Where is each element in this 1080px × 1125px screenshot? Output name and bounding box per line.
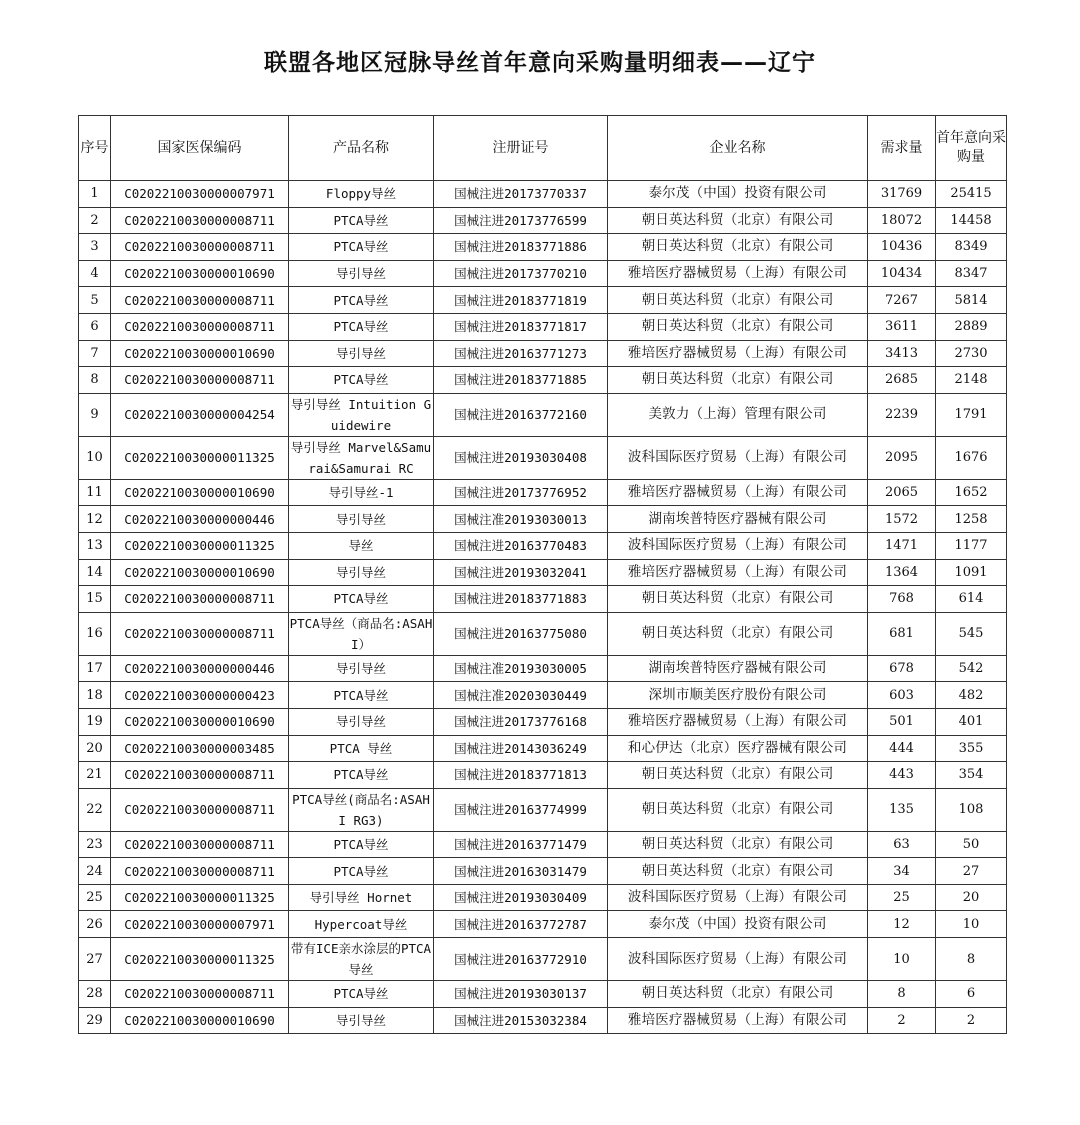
cell-product: PTCA导丝: [289, 367, 434, 394]
cell-first-year: 1791: [936, 393, 1007, 436]
cell-code: C0202210030000010690: [111, 340, 289, 367]
cell-reg-no: 国械注进20173776168: [434, 708, 608, 735]
cell-seq: 8: [79, 367, 111, 394]
cell-demand: 444: [868, 735, 936, 762]
cell-first-year: 27: [936, 858, 1007, 885]
cell-product: 导引导丝: [289, 559, 434, 586]
cell-product: 导引导丝-1: [289, 479, 434, 506]
cell-seq: 16: [79, 612, 111, 655]
header-company: 企业名称: [608, 116, 868, 181]
cell-seq: 23: [79, 831, 111, 858]
procurement-table: [78, 115, 1007, 1034]
table-row: [79, 1007, 1007, 1034]
cell-product: Hypercoat导丝: [289, 911, 434, 938]
cell-seq: 9: [79, 393, 111, 436]
cell-code: C0202210030000008711: [111, 858, 289, 885]
cell-seq: 22: [79, 788, 111, 831]
table-row: [79, 708, 1007, 735]
cell-demand: 2095: [868, 436, 936, 479]
cell-code: C0202210030000008711: [111, 287, 289, 314]
cell-seq: 12: [79, 506, 111, 533]
table-row: [79, 884, 1007, 911]
cell-reg-no: 国械注准20193030005: [434, 655, 608, 682]
cell-product: 导引导丝: [289, 708, 434, 735]
cell-code: C0202210030000004254: [111, 393, 289, 436]
cell-first-year: 108: [936, 788, 1007, 831]
cell-first-year: 8349: [936, 234, 1007, 261]
table-row: [79, 559, 1007, 586]
cell-first-year: 1177: [936, 532, 1007, 559]
table-row: [79, 762, 1007, 789]
cell-seq: 6: [79, 313, 111, 340]
cell-company: 朝日英达科贸（北京）有限公司: [608, 858, 868, 885]
cell-first-year: 614: [936, 586, 1007, 613]
cell-product: 导引导丝: [289, 260, 434, 287]
cell-code: C0202210030000008711: [111, 207, 289, 234]
cell-seq: 13: [79, 532, 111, 559]
header-seq: 序号: [79, 116, 111, 181]
header-reg-no: 注册证号: [434, 116, 608, 181]
cell-demand: 768: [868, 586, 936, 613]
cell-product: PTCA导丝: [289, 858, 434, 885]
cell-company: 湖南埃普特医疗器械有限公司: [608, 506, 868, 533]
cell-company: 波科国际医疗贸易（上海）有限公司: [608, 884, 868, 911]
cell-demand: 1471: [868, 532, 936, 559]
cell-company: 和心伊达（北京）医疗器械有限公司: [608, 735, 868, 762]
cell-code: C0202210030000007971: [111, 911, 289, 938]
cell-reg-no: 国械注进20173770337: [434, 181, 608, 208]
cell-demand: 10434: [868, 260, 936, 287]
table-row: [79, 735, 1007, 762]
cell-reg-no: 国械注进20163772910: [434, 938, 608, 981]
cell-demand: 501: [868, 708, 936, 735]
cell-reg-no: 国械注进20183771813: [434, 762, 608, 789]
cell-demand: 1364: [868, 559, 936, 586]
cell-demand: 3413: [868, 340, 936, 367]
cell-company: 朝日英达科贸（北京）有限公司: [608, 981, 868, 1008]
cell-first-year: 1652: [936, 479, 1007, 506]
cell-demand: 678: [868, 655, 936, 682]
cell-reg-no: 国械注进20183771883: [434, 586, 608, 613]
cell-seq: 29: [79, 1007, 111, 1034]
cell-demand: 31769: [868, 181, 936, 208]
cell-company: 雅培医疗器械贸易（上海）有限公司: [608, 559, 868, 586]
cell-reg-no: 国械注进20193030137: [434, 981, 608, 1008]
cell-code: C0202210030000000446: [111, 655, 289, 682]
cell-demand: 1572: [868, 506, 936, 533]
header-first-year: 首年意向采购量: [936, 116, 1007, 181]
cell-company: 朝日英达科贸（北京）有限公司: [608, 586, 868, 613]
cell-product: PTCA导丝: [289, 682, 434, 709]
cell-code: C0202210030000008711: [111, 788, 289, 831]
cell-company: 朝日英达科贸（北京）有限公司: [608, 788, 868, 831]
table-row: [79, 506, 1007, 533]
cell-code: C0202210030000011325: [111, 532, 289, 559]
cell-reg-no: 国械注进20163772787: [434, 911, 608, 938]
cell-seq: 28: [79, 981, 111, 1008]
cell-seq: 17: [79, 655, 111, 682]
cell-seq: 2: [79, 207, 111, 234]
table-row: [79, 367, 1007, 394]
cell-product: 导引导丝: [289, 655, 434, 682]
cell-company: 朝日英达科贸（北京）有限公司: [608, 762, 868, 789]
cell-demand: 63: [868, 831, 936, 858]
cell-seq: 19: [79, 708, 111, 735]
cell-seq: 21: [79, 762, 111, 789]
cell-company: 雅培医疗器械贸易（上海）有限公司: [608, 340, 868, 367]
cell-first-year: 1676: [936, 436, 1007, 479]
cell-company: 泰尔茂（中国）投资有限公司: [608, 181, 868, 208]
cell-demand: 2239: [868, 393, 936, 436]
cell-seq: 26: [79, 911, 111, 938]
table-row: [79, 436, 1007, 479]
cell-first-year: 401: [936, 708, 1007, 735]
cell-demand: 3611: [868, 313, 936, 340]
cell-company: 泰尔茂（中国）投资有限公司: [608, 911, 868, 938]
cell-first-year: 14458: [936, 207, 1007, 234]
cell-seq: 24: [79, 858, 111, 885]
cell-reg-no: 国械注进20163031479: [434, 858, 608, 885]
cell-reg-no: 国械注进20163775080: [434, 612, 608, 655]
cell-first-year: 354: [936, 762, 1007, 789]
cell-reg-no: 国械注进20153032384: [434, 1007, 608, 1034]
cell-company: 美敦力（上海）管理有限公司: [608, 393, 868, 436]
cell-company: 波科国际医疗贸易（上海）有限公司: [608, 436, 868, 479]
cell-seq: 7: [79, 340, 111, 367]
cell-code: C0202210030000008711: [111, 612, 289, 655]
cell-code: C0202210030000008711: [111, 762, 289, 789]
table-row: [79, 911, 1007, 938]
cell-first-year: 1091: [936, 559, 1007, 586]
cell-code: C0202210030000008711: [111, 367, 289, 394]
cell-demand: 25: [868, 884, 936, 911]
cell-code: C0202210030000010690: [111, 260, 289, 287]
table-row: [79, 340, 1007, 367]
cell-seq: 14: [79, 559, 111, 586]
cell-reg-no: 国械注进20193030409: [434, 884, 608, 911]
cell-seq: 20: [79, 735, 111, 762]
cell-first-year: 2730: [936, 340, 1007, 367]
cell-reg-no: 国械注进20173776599: [434, 207, 608, 234]
cell-first-year: 542: [936, 655, 1007, 682]
cell-first-year: 355: [936, 735, 1007, 762]
cell-company: 雅培医疗器械贸易（上海）有限公司: [608, 708, 868, 735]
table-row: [79, 682, 1007, 709]
cell-seq: 1: [79, 181, 111, 208]
cell-company: 雅培医疗器械贸易（上海）有限公司: [608, 479, 868, 506]
cell-reg-no: 国械注进20163771273: [434, 340, 608, 367]
cell-demand: 2685: [868, 367, 936, 394]
cell-reg-no: 国械注进20183771886: [434, 234, 608, 261]
table-row: [79, 788, 1007, 831]
cell-seq: 3: [79, 234, 111, 261]
cell-reg-no: 国械注准20203030449: [434, 682, 608, 709]
cell-seq: 27: [79, 938, 111, 981]
cell-first-year: 50: [936, 831, 1007, 858]
cell-reg-no: 国械注进20173776952: [434, 479, 608, 506]
cell-company: 波科国际医疗贸易（上海）有限公司: [608, 938, 868, 981]
cell-code: C0202210030000008711: [111, 234, 289, 261]
cell-product: PTCA导丝: [289, 831, 434, 858]
cell-reg-no: 国械注进20183771885: [434, 367, 608, 394]
cell-first-year: 10: [936, 911, 1007, 938]
cell-company: 深圳市顺美医疗股份有限公司: [608, 682, 868, 709]
cell-first-year: 5814: [936, 287, 1007, 314]
cell-seq: 18: [79, 682, 111, 709]
cell-code: C0202210030000008711: [111, 586, 289, 613]
cell-seq: 11: [79, 479, 111, 506]
header-product: 产品名称: [289, 116, 434, 181]
cell-code: C0202210030000007971: [111, 181, 289, 208]
cell-product: PTCA 导丝: [289, 735, 434, 762]
cell-first-year: 2148: [936, 367, 1007, 394]
cell-seq: 10: [79, 436, 111, 479]
cell-demand: 2: [868, 1007, 936, 1034]
cell-code: C0202210030000010690: [111, 559, 289, 586]
table-row: [79, 287, 1007, 314]
table-row: [79, 181, 1007, 208]
cell-code: C0202210030000000423: [111, 682, 289, 709]
cell-product: PTCA导丝: [289, 234, 434, 261]
cell-product: 导丝: [289, 532, 434, 559]
cell-product: PTCA导丝（商品名:ASAHI）: [289, 612, 434, 655]
cell-code: C0202210030000008711: [111, 981, 289, 1008]
cell-product: PTCA导丝: [289, 207, 434, 234]
cell-first-year: 1258: [936, 506, 1007, 533]
cell-first-year: 8347: [936, 260, 1007, 287]
cell-demand: 135: [868, 788, 936, 831]
cell-demand: 2065: [868, 479, 936, 506]
cell-reg-no: 国械注进20183771819: [434, 287, 608, 314]
cell-product: 导引导丝 Intuition Guidewire: [289, 393, 434, 436]
table-row: [79, 831, 1007, 858]
cell-seq: 4: [79, 260, 111, 287]
cell-demand: 12: [868, 911, 936, 938]
cell-product: PTCA导丝: [289, 762, 434, 789]
header-code: 国家医保编码: [111, 116, 289, 181]
cell-demand: 10: [868, 938, 936, 981]
cell-first-year: 25415: [936, 181, 1007, 208]
cell-first-year: 2: [936, 1007, 1007, 1034]
cell-company: 雅培医疗器械贸易（上海）有限公司: [608, 1007, 868, 1034]
cell-product: PTCA导丝(商品名:ASAHI RG3): [289, 788, 434, 831]
cell-reg-no: 国械注进20193032041: [434, 559, 608, 586]
cell-product: 导引导丝 Hornet: [289, 884, 434, 911]
cell-code: C0202210030000010690: [111, 479, 289, 506]
table-row: [79, 938, 1007, 981]
cell-reg-no: 国械注进20173770210: [434, 260, 608, 287]
table-body: [79, 181, 1007, 1034]
cell-company: 朝日英达科贸（北京）有限公司: [608, 367, 868, 394]
cell-seq: 15: [79, 586, 111, 613]
cell-product: PTCA导丝: [289, 313, 434, 340]
table-row: [79, 207, 1007, 234]
cell-company: 波科国际医疗贸易（上海）有限公司: [608, 532, 868, 559]
cell-code: C0202210030000003485: [111, 735, 289, 762]
cell-company: 朝日英达科贸（北京）有限公司: [608, 234, 868, 261]
table-row: [79, 655, 1007, 682]
cell-product: Floppy导丝: [289, 181, 434, 208]
cell-code: C0202210030000000446: [111, 506, 289, 533]
header-demand: 需求量: [868, 116, 936, 181]
cell-first-year: 6: [936, 981, 1007, 1008]
cell-company: 朝日英达科贸（北京）有限公司: [608, 287, 868, 314]
cell-reg-no: 国械注进20163770483: [434, 532, 608, 559]
cell-company: 湖南埃普特医疗器械有限公司: [608, 655, 868, 682]
cell-demand: 18072: [868, 207, 936, 234]
cell-demand: 10436: [868, 234, 936, 261]
cell-reg-no: 国械注进20163771479: [434, 831, 608, 858]
cell-product: 导引导丝 Marvel&Samurai&Samurai RC: [289, 436, 434, 479]
header-row: [79, 116, 1007, 181]
table-row: [79, 479, 1007, 506]
cell-company: 雅培医疗器械贸易（上海）有限公司: [608, 260, 868, 287]
cell-code: C0202210030000010690: [111, 708, 289, 735]
cell-reg-no: 国械注进20143036249: [434, 735, 608, 762]
cell-product: PTCA导丝: [289, 287, 434, 314]
cell-code: C0202210030000010690: [111, 1007, 289, 1034]
cell-product: 导引导丝: [289, 340, 434, 367]
cell-company: 朝日英达科贸（北京）有限公司: [608, 207, 868, 234]
page-title: 联盟各地区冠脉导丝首年意向采购量明细表——辽宁: [264, 50, 816, 76]
table-row: [79, 393, 1007, 436]
cell-product: 带有ICE亲水涂层的PTCA导丝: [289, 938, 434, 981]
cell-company: 朝日英达科贸（北京）有限公司: [608, 612, 868, 655]
table-row: [79, 858, 1007, 885]
cell-code: C0202210030000011325: [111, 938, 289, 981]
table-row: [79, 981, 1007, 1008]
cell-code: C0202210030000011325: [111, 884, 289, 911]
cell-demand: 603: [868, 682, 936, 709]
cell-first-year: 545: [936, 612, 1007, 655]
cell-demand: 7267: [868, 287, 936, 314]
cell-reg-no: 国械注准20193030013: [434, 506, 608, 533]
cell-product: PTCA导丝: [289, 586, 434, 613]
table-row: [79, 532, 1007, 559]
table-row: [79, 612, 1007, 655]
cell-product: PTCA导丝: [289, 981, 434, 1008]
cell-company: 朝日英达科贸（北京）有限公司: [608, 313, 868, 340]
cell-first-year: 8: [936, 938, 1007, 981]
cell-demand: 34: [868, 858, 936, 885]
cell-reg-no: 国械注进20193030408: [434, 436, 608, 479]
table-row: [79, 313, 1007, 340]
cell-product: 导引导丝: [289, 1007, 434, 1034]
cell-code: C0202210030000008711: [111, 831, 289, 858]
cell-seq: 25: [79, 884, 111, 911]
cell-seq: 5: [79, 287, 111, 314]
cell-reg-no: 国械注进20183771817: [434, 313, 608, 340]
cell-company: 朝日英达科贸（北京）有限公司: [608, 831, 868, 858]
table-row: [79, 586, 1007, 613]
cell-product: 导引导丝: [289, 506, 434, 533]
cell-code: C0202210030000008711: [111, 313, 289, 340]
cell-reg-no: 国械注进20163772160: [434, 393, 608, 436]
cell-first-year: 20: [936, 884, 1007, 911]
table-row: [79, 260, 1007, 287]
cell-reg-no: 国械注进20163774999: [434, 788, 608, 831]
cell-code: C0202210030000011325: [111, 436, 289, 479]
cell-first-year: 482: [936, 682, 1007, 709]
table-row: [79, 234, 1007, 261]
cell-first-year: 2889: [936, 313, 1007, 340]
cell-demand: 8: [868, 981, 936, 1008]
cell-demand: 681: [868, 612, 936, 655]
cell-demand: 443: [868, 762, 936, 789]
